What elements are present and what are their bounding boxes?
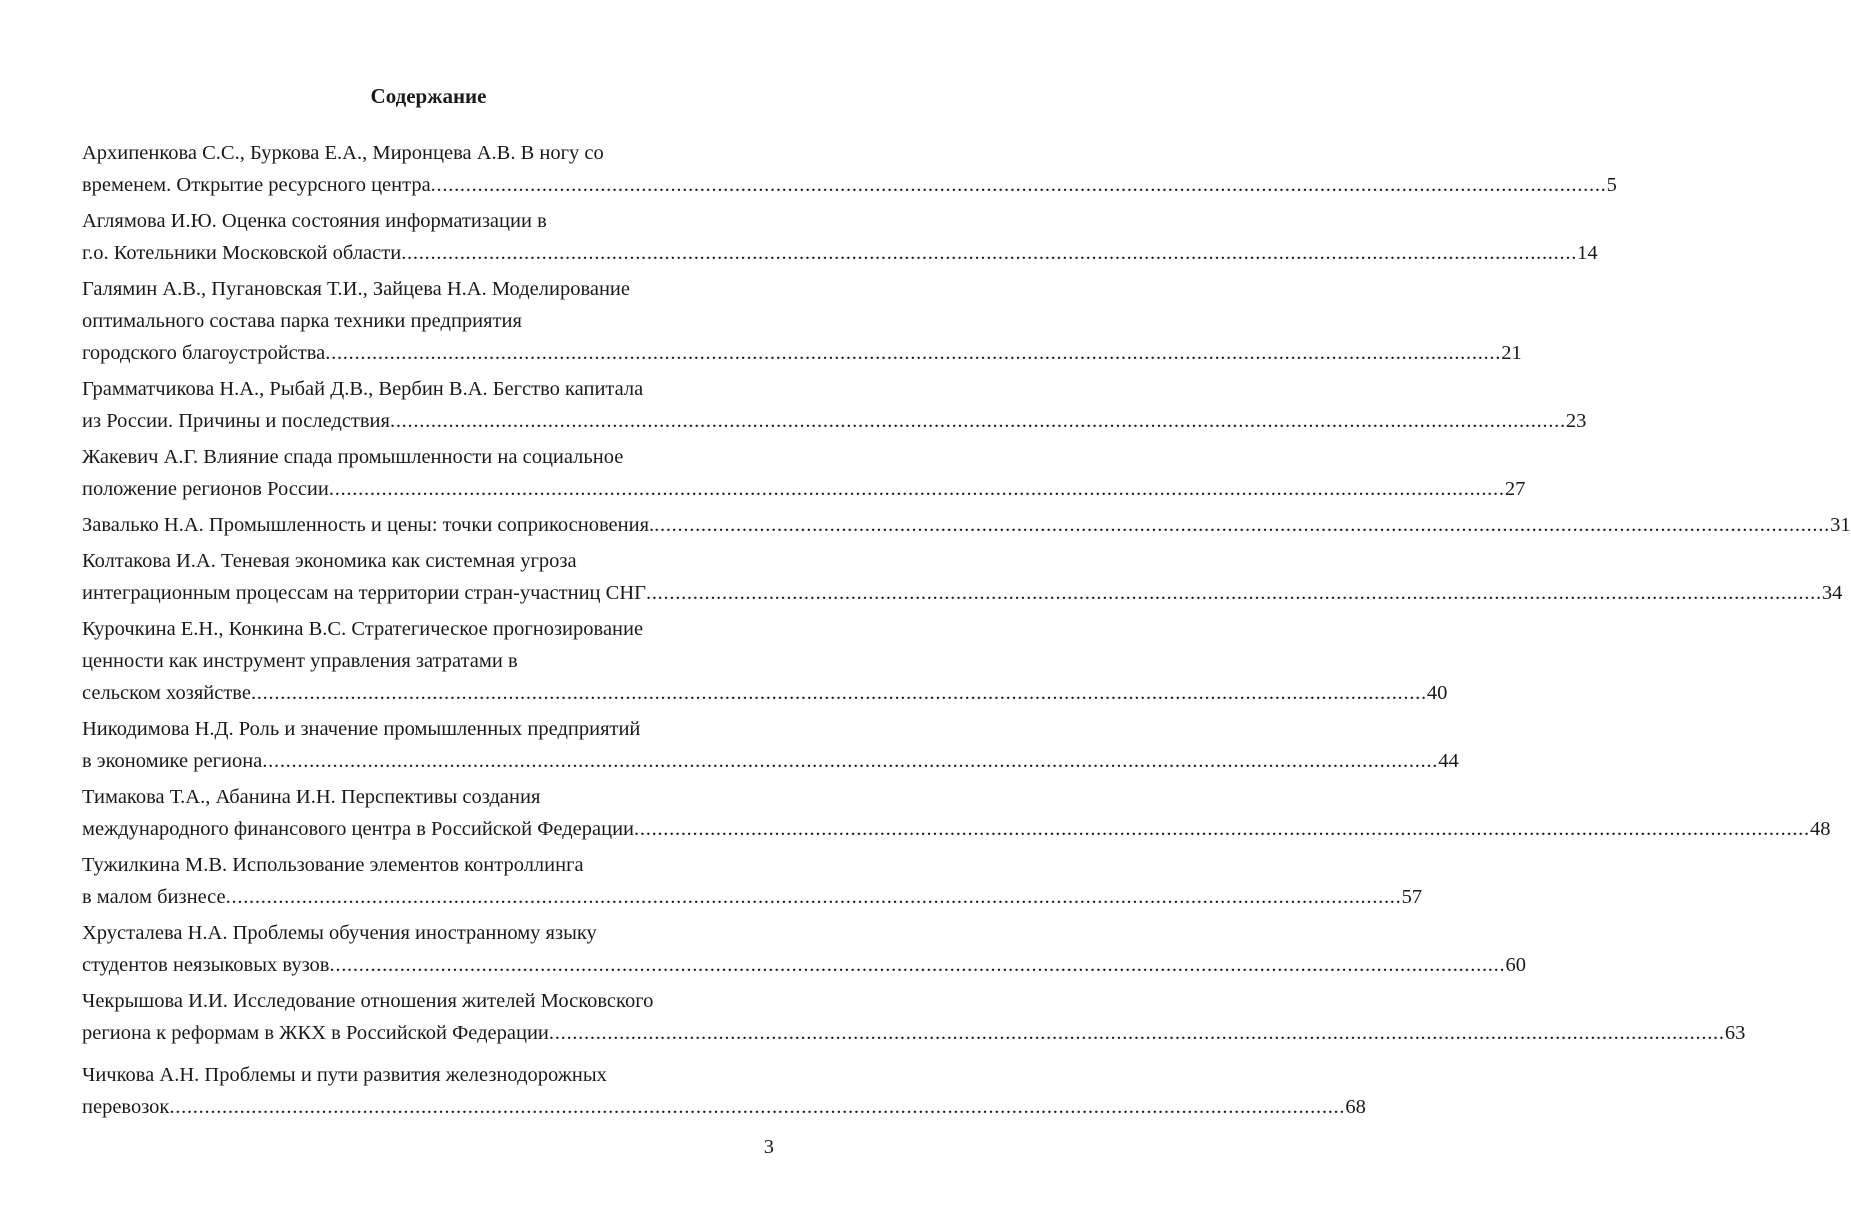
toc-page-number: 63 (1724, 1022, 1746, 1044)
toc-entry (82, 849, 1423, 913)
toc-entry-line: оптимального состава парка техники предприятия (82, 310, 522, 332)
toc-page-number: 60 (1505, 954, 1526, 976)
toc-entry-line: Курочкина Е.Н., Конкина В.С. Стратегическое прогнозирование (82, 618, 644, 640)
toc-entry-last-line (82, 509, 1851, 541)
toc-page-number: 23 (1565, 410, 1587, 432)
toc-entry-line: Аглямова И.Ю. Оценка состояния информатизации в (82, 210, 547, 232)
toc-entry-text: интеграционным процессам на территории стран-участниц СНГ (82, 582, 646, 604)
toc-entry-text: перевозок (82, 1096, 170, 1118)
toc-entry-last-line (82, 949, 1526, 981)
toc-entry-text: региона к реформам в ЖКХ в Российской Федерации (82, 1022, 549, 1044)
toc-entry (82, 545, 1843, 609)
toc-entry (82, 985, 1746, 1049)
dot-leader (329, 473, 1502, 505)
toc-entry-line: Колтакова И.А. Теневая экономика как системная угроза (82, 550, 577, 572)
toc-entry-last-line (82, 677, 1448, 709)
toc-entry-text: Завалько Н.А. Промышленность и цены: точки соприкосновения. (82, 514, 655, 536)
toc-page-number: 34 (1821, 582, 1843, 604)
dot-leader (325, 337, 1498, 369)
toc-entry (82, 1059, 1366, 1123)
toc-page-number: 14 (1577, 242, 1598, 264)
toc-entry (82, 137, 1617, 201)
toc-page-number: 27 (1504, 478, 1526, 500)
dot-leader (401, 237, 1574, 269)
dot-leader (431, 169, 1604, 201)
toc-entry (82, 613, 1448, 709)
toc-entry-last-line (82, 473, 1526, 505)
toc-entry-text: сельском хозяйстве (82, 682, 251, 704)
toc-entry-text: городского благоустройства (82, 342, 326, 364)
toc-entry-line: Жакевич А.Г. Влияние спада промышленности на социальное (82, 446, 624, 468)
toc-entry-line: Никодимова Н.Д. Роль и значение промышленных предприятий (82, 718, 641, 740)
dot-leader (654, 509, 1827, 541)
dot-leader (330, 949, 1503, 981)
toc-entry-last-line (82, 405, 1587, 437)
toc-entry-text: в экономике региона (82, 750, 263, 772)
toc-page-number: 48 (1809, 818, 1831, 840)
toc-entry-text: временем. Открытие ресурсного центра (82, 174, 431, 196)
toc-entry-last-line (82, 577, 1843, 609)
toc-entry (82, 509, 1851, 541)
toc-entry (82, 713, 1459, 777)
toc-page-number: 40 (1426, 682, 1448, 704)
dot-leader (226, 881, 1399, 913)
toc-entry-last-line (82, 1017, 1746, 1049)
toc-entry (82, 273, 1522, 369)
toc-entry-last-line (82, 881, 1423, 913)
toc-entry (82, 917, 1526, 981)
dot-leader (549, 1017, 1722, 1049)
toc-page-number: 21 (1501, 342, 1522, 364)
toc-entry-text: положение регионов России (82, 478, 329, 500)
toc-entry-last-line (82, 237, 1598, 269)
toc-entry (82, 781, 1831, 845)
dot-leader (251, 677, 1424, 709)
dot-leader (169, 1091, 1342, 1123)
toc-entry-last-line (82, 169, 1617, 201)
toc-entry-line: ценности как инструмент управления затратами в (82, 650, 518, 672)
toc-entry-text: международного финансового центра в Российской Федерации (82, 818, 635, 840)
page-number: 3 (763, 1136, 774, 1158)
toc-entry-last-line (82, 337, 1522, 369)
toc-entry-line: Чекрышова И.И. Исследование отношения жителей Московского (82, 990, 654, 1012)
toc-entry-text: в малом бизнесе (82, 886, 226, 908)
toc-page-number: 31 (1830, 514, 1851, 536)
toc-entry (82, 205, 1598, 269)
toc-entry-text: г.о. Котельники Московской области (82, 242, 402, 264)
toc-entry-line: Архипенкова С.С., Буркова Е.А., Миронцева А.В. В ногу со (82, 142, 604, 164)
toc-entry-line: Тужилкина М.В. Использование элементов контроллинга (82, 854, 584, 876)
toc-entry-line: Тимакова Т.А., Абанина И.Н. Перспективы создания (82, 786, 541, 808)
table-of-contents (82, 137, 1851, 1127)
dot-leader (634, 813, 1807, 845)
toc-entry (82, 373, 1587, 437)
toc-page-number: 68 (1345, 1096, 1366, 1118)
toc-entry-last-line (82, 813, 1831, 845)
dot-leader (262, 745, 1435, 777)
toc-entry (82, 441, 1526, 505)
toc-entry-text: из России. Причины и последствия (82, 410, 390, 432)
toc-page-number: 44 (1438, 750, 1459, 772)
toc-page-number: 57 (1401, 886, 1423, 908)
page-title: Содержание (370, 84, 487, 108)
toc-entry-line: Чичкова А.Н. Проблемы и пути развития железнодорожных (82, 1064, 607, 1086)
dot-leader (646, 577, 1819, 609)
toc-page-number: 5 (1606, 174, 1617, 196)
toc-entry-line: Галямин А.В., Пугановская Т.И., Зайцева Н.А. Моделирование (82, 278, 630, 300)
toc-entry-line: Грамматчикова Н.А., Рыбай Д.В., Вербин В.А. Бегство капитала (82, 378, 644, 400)
toc-entry-last-line (82, 745, 1459, 777)
dot-leader (390, 405, 1563, 437)
toc-entry-last-line (82, 1091, 1366, 1123)
toc-entry-line: Хрусталева Н.А. Проблемы обучения иностранному языку (82, 922, 597, 944)
toc-entry-text: студентов неязыковых вузов (82, 954, 330, 976)
